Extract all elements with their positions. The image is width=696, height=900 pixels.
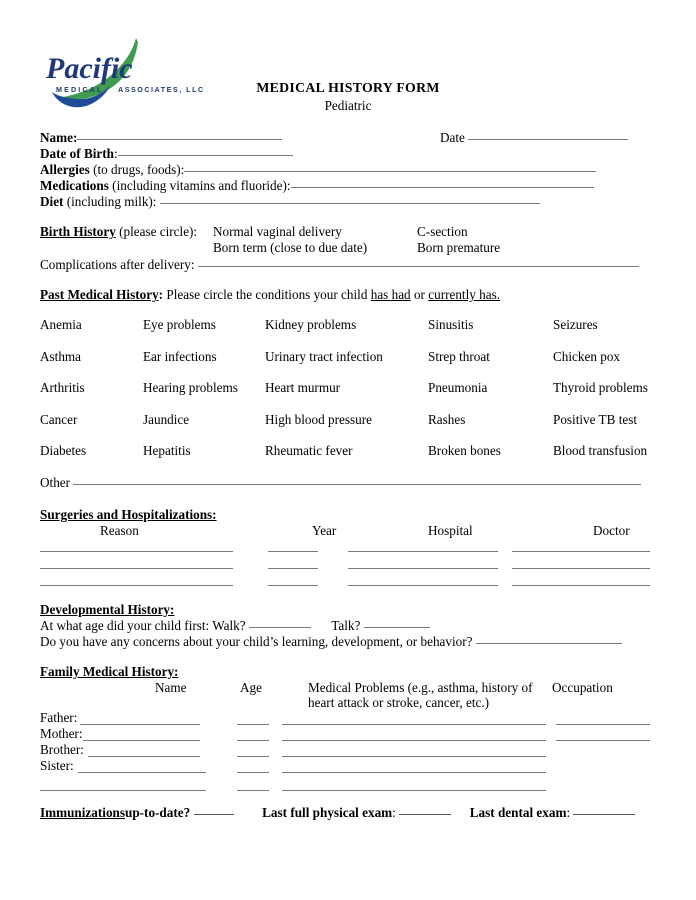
physical-exam-colon: : — [392, 805, 396, 820]
conditions-row — [40, 443, 660, 475]
condition-blood-transfusion[interactable]: Blood transfusion — [553, 443, 648, 458]
birth-option-born-premature[interactable]: Born premature — [417, 240, 501, 255]
complications-input-blank[interactable] — [198, 266, 639, 267]
condition-heart-murmur[interactable]: Heart murmur — [265, 380, 341, 395]
developmental-heading: Developmental History: — [40, 602, 175, 617]
surgery-doctor-blank[interactable] — [512, 568, 650, 569]
family-col-name: Name — [155, 680, 187, 695]
birth-history-instruction: (please circle): — [119, 224, 198, 239]
surgeries-heading: Surgeries and Hospitalizations: — [40, 507, 217, 522]
family-row-label-father: Father: — [40, 710, 78, 725]
father-name-blank[interactable] — [80, 724, 200, 725]
surgery-year-blank[interactable] — [268, 551, 318, 552]
condition-urinary-tract-infection[interactable]: Urinary tract infection — [265, 348, 383, 364]
mother-occupation-blank[interactable] — [556, 740, 650, 741]
field-complications — [40, 257, 639, 273]
birth-history-heading: Birth History — [40, 224, 116, 239]
conditions-row — [40, 412, 660, 444]
surgeries-col-hospital: Hospital — [428, 523, 473, 538]
mother-age-blank[interactable] — [237, 740, 269, 741]
condition-broken-bones[interactable]: Broken bones — [428, 443, 501, 458]
date-label: Date — [440, 130, 465, 145]
mother-name-blank[interactable] — [83, 740, 200, 741]
condition-cancer[interactable]: Cancer — [40, 411, 78, 427]
field-other-condition — [40, 475, 641, 491]
walk-label: Walk? — [212, 618, 246, 633]
family-header-row — [0, 680, 696, 714]
condition-eye-problems[interactable]: Eye problems — [143, 317, 216, 332]
sister-problems-blank[interactable] — [282, 772, 546, 773]
surgeries-col-doctor: Doctor — [593, 523, 630, 538]
name-input-blank[interactable] — [77, 139, 282, 140]
form-title-block — [0, 80, 696, 114]
developmental-age-row — [40, 618, 430, 634]
family-row-label-brother: Brother: — [40, 742, 84, 757]
condition-kidney-problems[interactable]: Kidney problems — [265, 317, 357, 332]
developmental-concerns-input-blank[interactable] — [476, 643, 622, 644]
dental-exam-label: Last dental exam — [469, 805, 567, 820]
allergies-input-blank[interactable] — [184, 171, 596, 172]
diet-hint: (including milk): — [66, 194, 157, 209]
conditions-row — [40, 317, 660, 349]
walk-age-input-blank[interactable] — [249, 627, 311, 628]
family-row-label-mother: Mother: — [40, 726, 83, 741]
condition-arthritis[interactable]: Arthritis — [40, 380, 85, 395]
pmh-instruction-or: or — [410, 287, 429, 302]
immunizations-label: Immunizations — [40, 805, 125, 820]
birth-option-c-section[interactable]: C-section — [417, 224, 468, 239]
medications-label: Medications — [40, 178, 109, 193]
brother-name-blank[interactable] — [88, 756, 200, 757]
father-problems-blank[interactable] — [282, 724, 546, 725]
pmh-colon: : — [158, 287, 164, 302]
other-condition-label: Other — [40, 475, 71, 490]
surgeries-header-row — [40, 523, 660, 541]
surgery-year-blank[interactable] — [268, 585, 318, 586]
dob-input-blank[interactable] — [118, 155, 293, 156]
surgery-doctor-blank[interactable] — [512, 585, 650, 586]
brother-problems-blank[interactable] — [282, 756, 546, 757]
family-col-occupation: Occupation — [552, 680, 613, 695]
diet-label: Diet — [40, 194, 64, 209]
condition-rashes[interactable]: Rashes — [428, 411, 466, 427]
surgeries-col-year: Year — [312, 523, 337, 538]
condition-hearing-problems[interactable]: Hearing problems — [143, 380, 238, 395]
immunizations-input-blank[interactable] — [194, 814, 234, 815]
condition-strep-throat[interactable]: Strep throat — [428, 348, 490, 364]
family-history-heading: Family Medical History: — [40, 664, 179, 679]
past-medical-history-heading-row — [40, 287, 500, 303]
talk-age-input-blank[interactable] — [364, 627, 430, 628]
surgery-reason-blank[interactable] — [40, 585, 233, 586]
sister-age-blank[interactable] — [237, 772, 269, 773]
surgery-hospital-blank[interactable] — [348, 568, 498, 569]
field-allergies — [40, 162, 596, 178]
page-title: MEDICAL HISTORY FORM — [256, 80, 440, 95]
condition-seizures[interactable]: Seizures — [553, 317, 598, 332]
medications-hint: (including vitamins and fluoride): — [112, 178, 291, 193]
developmental-concerns-row — [40, 634, 622, 650]
logo-tagline-2: ASSOCIATES, LLC — [118, 85, 205, 94]
extra-family-name-blank[interactable] — [40, 790, 206, 791]
surgeries-col-reason: Reason — [100, 523, 139, 538]
surgery-hospital-blank[interactable] — [348, 551, 498, 552]
condition-diabetes[interactable]: Diabetes — [40, 443, 87, 458]
dental-exam-colon: : — [566, 805, 571, 820]
medications-input-blank[interactable] — [291, 187, 594, 188]
pmh-instruction-currently-has: currently has. — [428, 287, 501, 302]
complications-label: Complications after delivery: — [40, 257, 195, 272]
physical-exam-input-blank[interactable] — [399, 814, 451, 815]
conditions-grid — [40, 317, 660, 475]
logo-tagline: MEDICAL — [56, 85, 104, 94]
condition-ear-infections[interactable]: Ear infections — [143, 348, 217, 364]
pmh-instruction-has-had: has had — [370, 287, 411, 302]
footer-row — [40, 805, 635, 821]
field-date — [440, 130, 628, 146]
birth-option-born-term[interactable]: Born term (close to due date) — [213, 240, 368, 255]
other-condition-input-blank[interactable] — [73, 484, 641, 485]
dob-colon: : — [113, 146, 118, 161]
brother-age-blank[interactable] — [237, 756, 269, 757]
family-row-label-sister: Sister: — [40, 758, 74, 773]
dental-exam-input-blank[interactable] — [573, 814, 635, 815]
allergies-label: Allergies — [40, 162, 90, 177]
birth-option-normal-vaginal[interactable]: Normal vaginal delivery — [213, 224, 342, 239]
surgery-doctor-blank[interactable] — [512, 551, 650, 552]
diet-input-blank[interactable] — [160, 203, 540, 204]
surgery-reason-blank[interactable] — [40, 568, 233, 569]
name-label: Name: — [40, 130, 78, 145]
condition-positive-tb-test[interactable]: Positive TB test — [553, 411, 638, 427]
conditions-row — [40, 380, 660, 412]
physical-exam-label: Last full physical exam — [262, 805, 393, 820]
condition-hepatitis[interactable]: Hepatitis — [143, 443, 191, 458]
talk-label: Talk? — [331, 618, 361, 633]
developmental-concerns-question: Do you have any concerns about your child’s learning, development, or behavior? — [40, 634, 473, 649]
field-medications — [40, 178, 594, 194]
family-col-age: Age — [240, 680, 262, 695]
past-medical-history-heading: Past Medical History — [40, 287, 159, 302]
condition-asthma[interactable]: Asthma — [40, 348, 82, 364]
allergies-hint: (to drugs, foods): — [93, 162, 185, 177]
logo-wordmark: Pacific — [46, 52, 133, 85]
immunizations-question: up-to-date? — [125, 805, 191, 820]
condition-thyroid-problems[interactable]: Thyroid problems — [553, 380, 648, 395]
condition-anemia[interactable]: Anemia — [40, 317, 82, 332]
extra-family-age-blank[interactable] — [237, 790, 269, 791]
sister-name-blank[interactable] — [78, 772, 206, 773]
condition-sinusitis[interactable]: Sinusitis — [428, 317, 474, 332]
field-name — [40, 130, 282, 146]
family-col-problems: Medical Problems (e.g., asthma, history of heart attack or stroke, cancer, etc.) — [308, 680, 533, 710]
surgery-reason-blank[interactable] — [40, 551, 233, 552]
father-age-blank[interactable] — [237, 724, 269, 725]
surgery-hospital-blank[interactable] — [348, 585, 498, 586]
mother-problems-blank[interactable] — [282, 740, 546, 741]
condition-chicken-pox[interactable]: Chicken pox — [553, 348, 621, 364]
pmh-instruction-a: Please circle the conditions your child — [166, 287, 371, 302]
condition-jaundice[interactable]: Jaundice — [143, 411, 190, 427]
surgery-year-blank[interactable] — [268, 568, 318, 569]
condition-high-blood-pressure[interactable]: High blood pressure — [265, 411, 372, 427]
date-input-blank[interactable] — [468, 139, 628, 140]
birth-history-heading-row — [40, 224, 197, 240]
extra-family-problems-blank[interactable] — [282, 790, 546, 791]
field-dob — [40, 146, 293, 162]
developmental-age-question: At what age did your child first: — [40, 618, 210, 633]
dob-label: Date of Birth — [40, 146, 114, 161]
page-subtitle: Pediatric — [324, 98, 372, 113]
field-diet — [40, 194, 540, 210]
condition-pneumonia[interactable]: Pneumonia — [428, 380, 488, 395]
condition-rheumatic-fever[interactable]: Rheumatic fever — [265, 443, 353, 458]
father-occupation-blank[interactable] — [556, 724, 650, 725]
conditions-row — [40, 349, 660, 381]
